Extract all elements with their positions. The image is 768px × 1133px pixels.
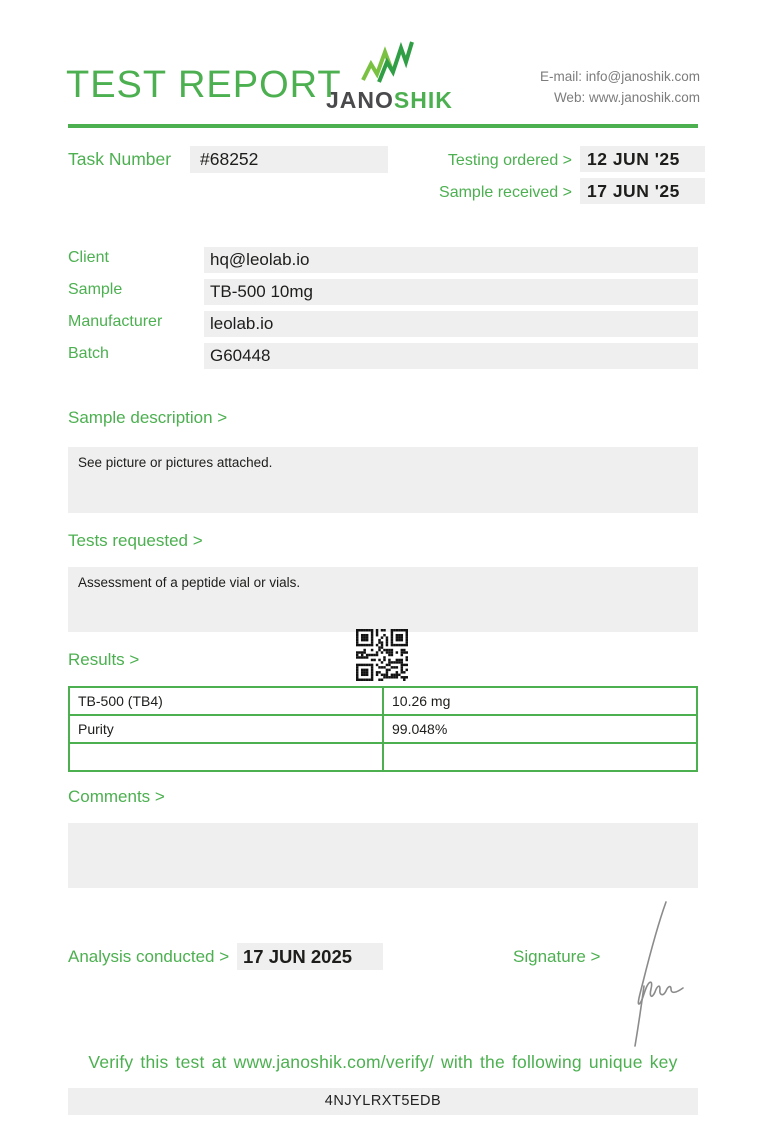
- comments-box: [68, 823, 698, 888]
- verify-instruction: Verify this test at www.janoshik.com/verify/ with the following unique key: [88, 1052, 678, 1072]
- page-title: TEST REPORT: [66, 64, 342, 106]
- task-number-value: #68252: [190, 146, 388, 173]
- contact-web: Web: www.janoshik.com: [553, 90, 700, 105]
- detail-row-client: [68, 247, 698, 273]
- contact-email: E-mail: info@janoshik.com: [539, 69, 700, 84]
- detail-row-batch: [68, 343, 698, 369]
- analysis-conducted-value: 17 JUN 2025: [237, 943, 383, 970]
- tests-requested-heading: Tests requested >: [68, 531, 203, 550]
- result-name-cell: Purity: [69, 715, 383, 743]
- header-divider: [68, 124, 698, 128]
- sample-description-box: See picture or pictures attached.: [68, 447, 698, 513]
- results-table: [68, 686, 698, 772]
- detail-row-sample: [68, 279, 698, 305]
- sample-value: TB-500 10mg: [204, 279, 698, 305]
- analysis-conducted-label: Analysis conducted >: [68, 947, 230, 966]
- comments-heading: Comments >: [68, 787, 165, 806]
- batch-value: G60448: [204, 343, 698, 369]
- result-value-cell: 99.048%: [383, 715, 697, 743]
- sample-description-heading: Sample description >: [68, 408, 228, 427]
- janoshik-logo: [326, 40, 453, 114]
- batch-label: Batch: [68, 345, 109, 362]
- table-row: [69, 743, 697, 771]
- results-heading: Results >: [68, 650, 140, 669]
- task-number-label: Task Number: [68, 149, 172, 169]
- logo-wordmark-shik: SHIK: [393, 87, 453, 113]
- client-label: Client: [68, 249, 109, 266]
- table-row: [69, 687, 697, 715]
- sample-label: Sample: [68, 281, 123, 298]
- testing-ordered-label: Testing ordered >: [447, 152, 572, 169]
- sample-received-value: 17 JUN '25: [580, 178, 705, 204]
- result-name-cell: [69, 743, 383, 771]
- contact-block: [540, 66, 700, 108]
- tests-requested-box: Assessment of a peptide vial or vials.: [68, 567, 698, 632]
- detail-row-manufacturer: [68, 311, 698, 337]
- trend-chart-icon: [357, 71, 415, 88]
- testing-ordered-value: 12 JUN '25: [580, 146, 705, 172]
- logo-wordmark-jano: JANO: [326, 87, 394, 113]
- logo-wordmark: [326, 87, 453, 114]
- result-value-cell: [383, 743, 697, 771]
- result-value-cell: 10.26 mg: [383, 687, 697, 715]
- sample-received-label: Sample received >: [439, 184, 572, 201]
- signature-label: Signature >: [513, 947, 601, 966]
- result-name-cell: TB-500 (TB4): [69, 687, 383, 715]
- qr-code: [356, 629, 408, 681]
- client-value: hq@leolab.io: [204, 247, 698, 273]
- handwritten-signature: [610, 896, 702, 1048]
- verify-key: 4NJYLRXT5EDB: [68, 1088, 698, 1115]
- table-row: [69, 715, 697, 743]
- manufacturer-label: Manufacturer: [68, 313, 163, 330]
- manufacturer-value: leolab.io: [204, 311, 698, 337]
